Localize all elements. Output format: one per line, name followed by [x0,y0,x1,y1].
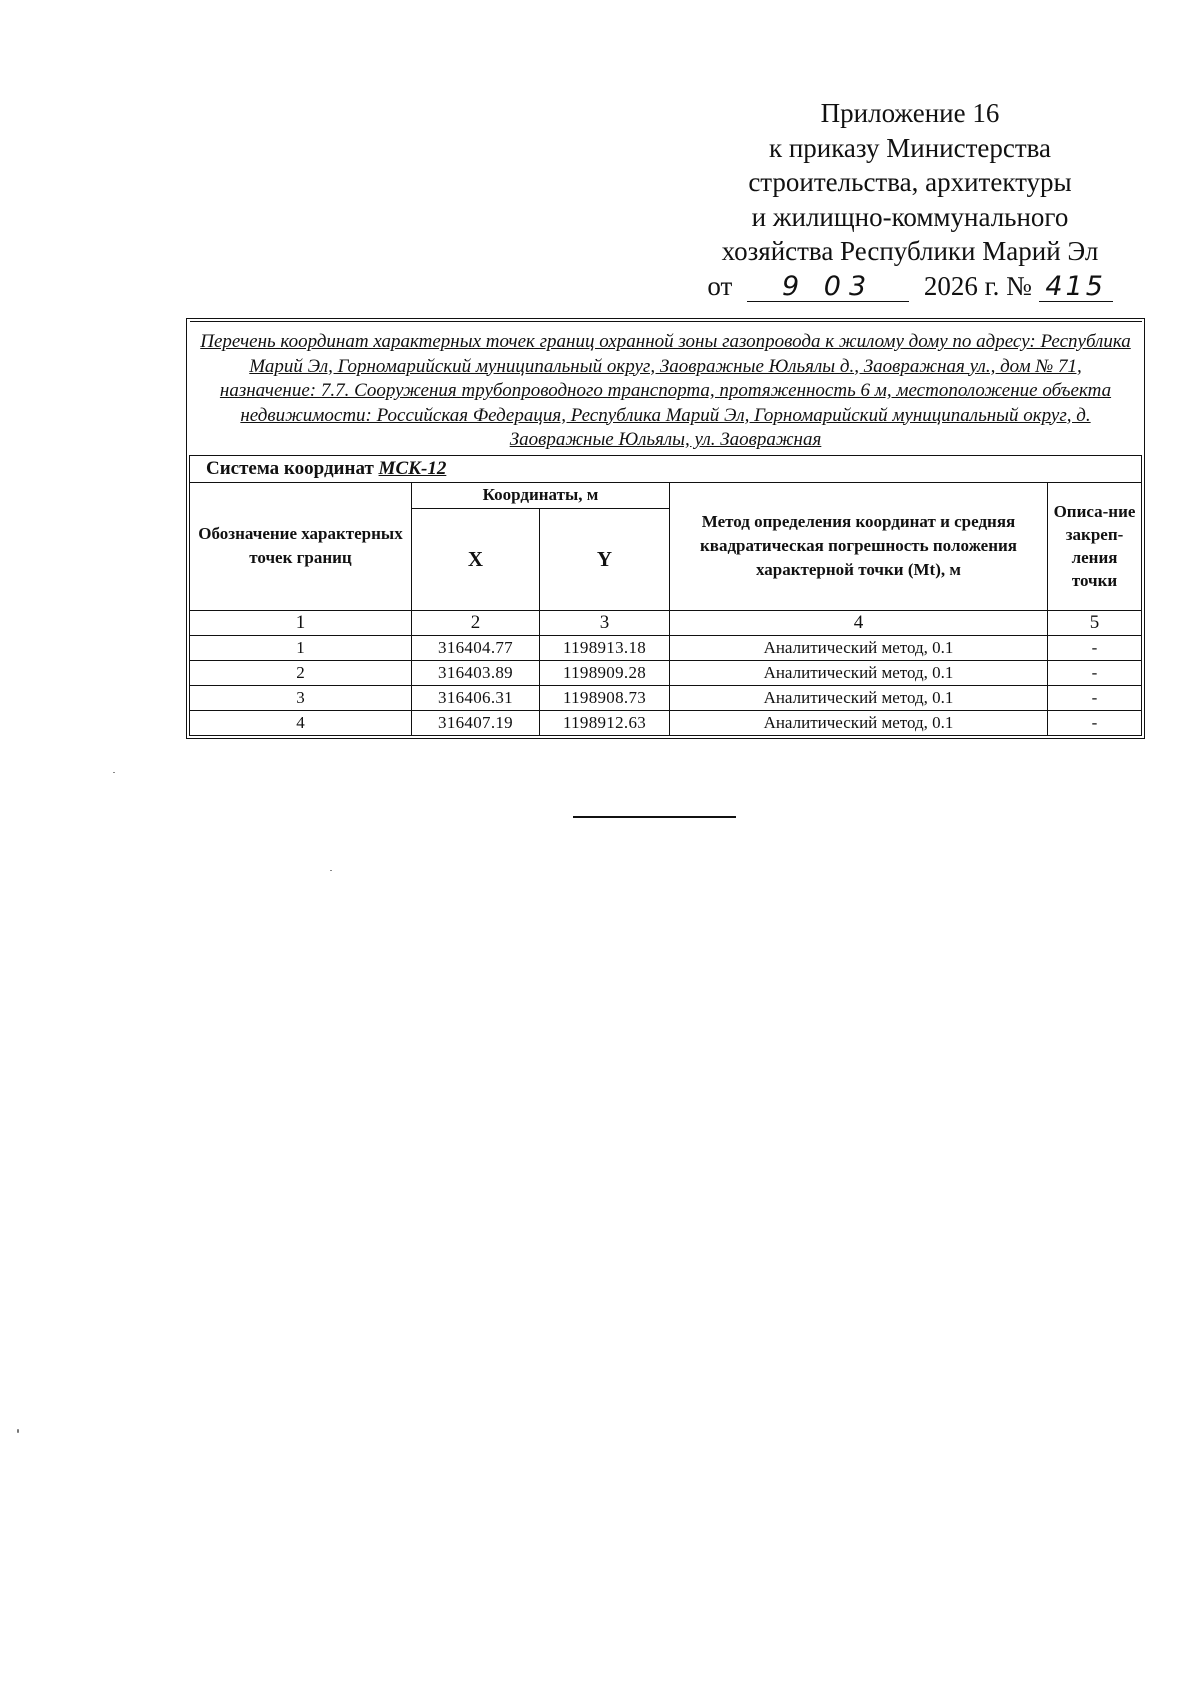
column-number: 4 [670,610,1048,635]
coord-y: 1198909.28 [540,660,670,685]
coordinates-table [189,321,1142,736]
description-cell: - [1048,635,1142,660]
column-number: 2 [412,610,540,635]
col-header-method: Метод определения координат и средняя квадратическая погрешность положения характерной точки (Mt), м [670,482,1048,610]
scan-speck [17,1429,19,1433]
point-id: 2 [190,660,412,685]
handwritten-order-number: 415 [1039,273,1113,302]
coord-x: 316404.77 [412,635,540,660]
order-date-line [700,269,1120,304]
scan-speck [113,772,115,773]
handwritten-date: 9 03 [747,273,909,302]
col-header-coordinates: Координаты, м [412,482,670,508]
table-row [190,710,1142,735]
table-row [190,685,1142,710]
table-title: Перечень координат характерных точек границ охранной зоны газопровода к жилому дому по адресу: Республика Марий Эл, Горномарийский муниципальный округ, Заовражные Юльялы д., Заовражная ул., дом № 71, назначение: 7.7. Сооружения трубопроводного транспорта, протяженность 6 м, местоположение объекта недвижимости: Российская Федерация, Республика Марий Эл, Горномарийский муниципальный округ, д. Заовражные Юльялы, ул. Заовражная [190,322,1142,456]
col-header-description: Описа-ние закреп-ления точки [1048,482,1142,610]
method-cell: Аналитический метод, 0.1 [670,635,1048,660]
method-cell: Аналитический метод, 0.1 [670,710,1048,735]
from-prefix: от [707,270,733,301]
order-line-1: к приказу Министерства [768,132,1052,163]
point-id: 3 [190,685,412,710]
year-text: 2026 г. № [923,270,1032,301]
end-of-document-line [573,816,736,818]
col-header-y: Y [540,508,670,610]
order-line-4: хозяйства Республики Марий Эл [721,236,1099,266]
column-number: 5 [1048,610,1142,635]
point-id: 1 [190,635,412,660]
description-cell: - [1048,685,1142,710]
point-id: 4 [190,710,412,735]
coord-x: 316403.89 [412,660,540,685]
method-cell: Аналитический метод, 0.1 [670,685,1048,710]
method-cell: Аналитический метод, 0.1 [670,660,1048,685]
table-row [190,635,1142,660]
column-number-row [190,610,1142,635]
table-row [190,660,1142,685]
coord-y: 1198908.73 [540,685,670,710]
description-cell: - [1048,710,1142,735]
coord-x: 316407.19 [412,710,540,735]
col-header-x: X [412,508,540,610]
coord-y: 1198913.18 [540,635,670,660]
column-number: 1 [190,610,412,635]
scan-speck [330,870,332,871]
coord-y: 1198912.63 [540,710,670,735]
order-line-3: и жилищно-коммунального [751,201,1069,232]
order-line-2: строительства, архитектуры [748,167,1072,197]
col-header-points: Обозначение характерных точек границ [190,482,412,610]
coordinate-system-name: МСК-12 [378,457,447,479]
appendix-title: Приложение 16 [820,98,1000,128]
coordinate-system-label: Система координат [206,457,374,479]
column-number: 3 [540,610,670,635]
description-cell: - [1048,660,1142,685]
appendix-header [700,96,1120,303]
coordinate-system-row [190,455,1142,482]
coord-x: 316406.31 [412,685,540,710]
